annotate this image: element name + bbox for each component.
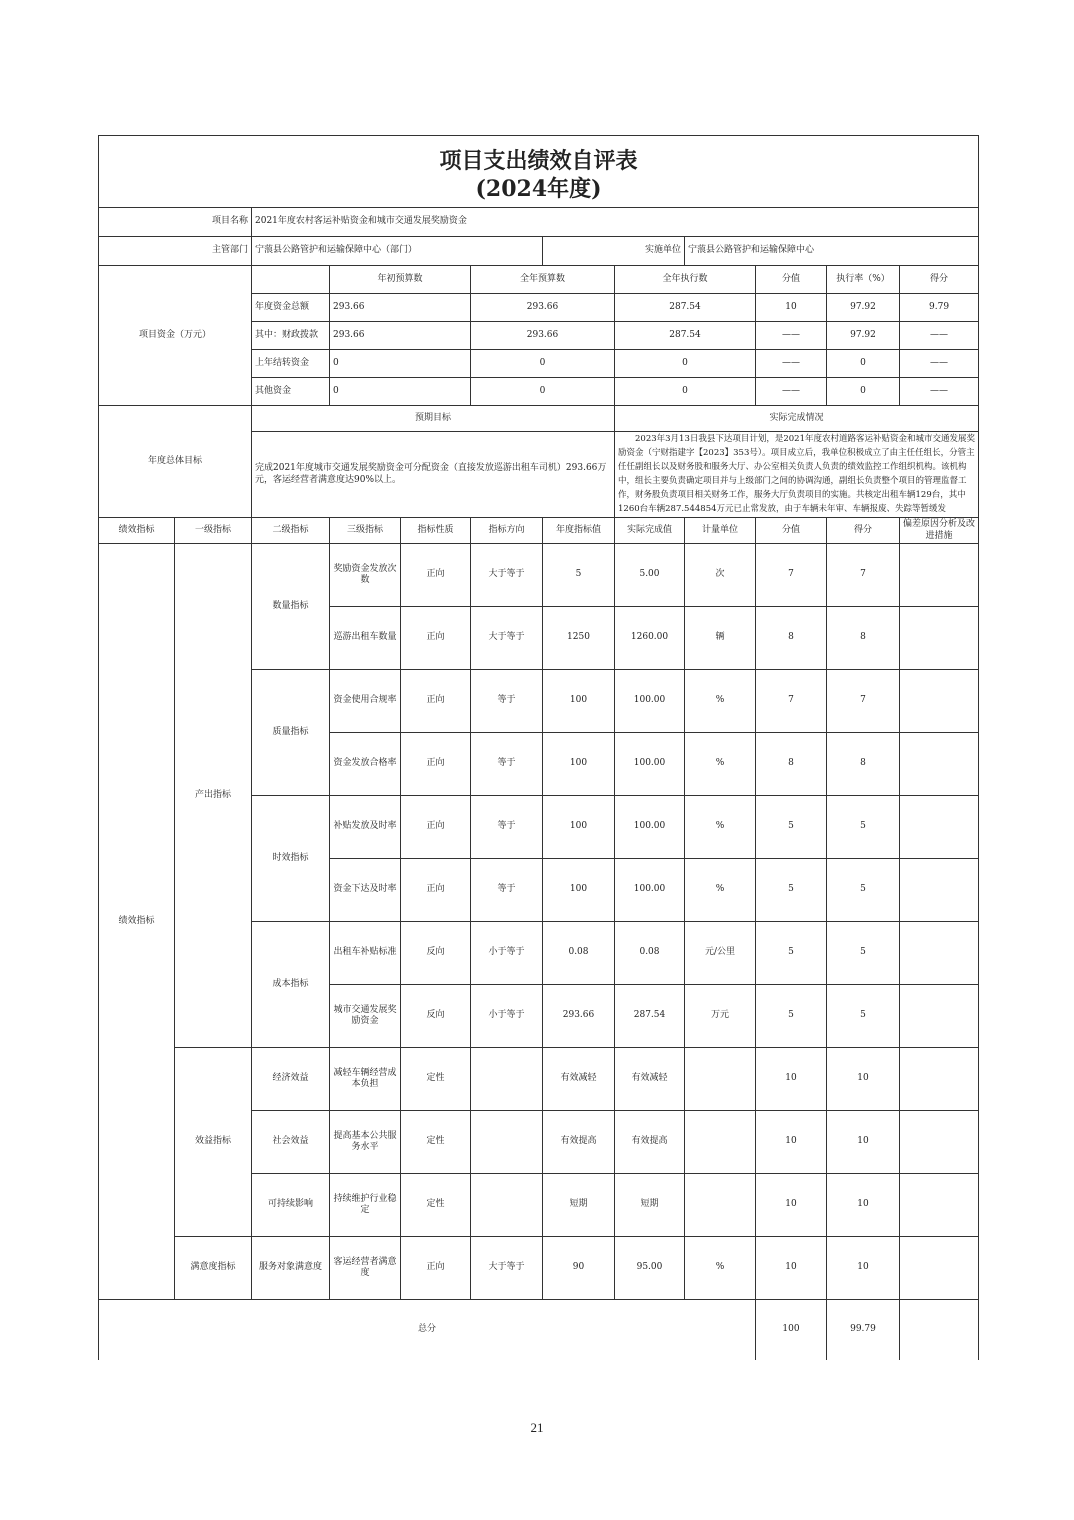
project-name-label: 项目名称 (99, 208, 252, 237)
level2-indicator: 质量指标 (252, 670, 330, 796)
funds-exec-rate: 97.92 (827, 294, 900, 322)
funds-initial-budget: 293.66 (330, 294, 471, 322)
deviation-analysis (900, 1111, 979, 1174)
annual-target: 100 (543, 796, 615, 859)
score-max: 7 (756, 670, 827, 733)
measure-unit: 辆 (685, 607, 756, 670)
goal-actual-cell (615, 432, 979, 518)
level3-indicator: 提高基本公共服务水平 (330, 1111, 401, 1174)
level2-indicator: 社会效益 (252, 1111, 330, 1174)
measure-unit (685, 1174, 756, 1237)
funds-annual-budget: 0 (471, 350, 615, 378)
actual-value: 287.54 (615, 985, 685, 1048)
ind-header: 偏差原因分析及改进措施 (900, 518, 979, 544)
score: 10 (827, 1048, 900, 1111)
funds-exec-rate: 0 (827, 378, 900, 406)
score: 8 (827, 733, 900, 796)
ind-header: 绩效指标 (99, 518, 175, 544)
performance-self-evaluation-table (98, 135, 978, 1360)
impl-value: 宁蒗县公路管护和运输保障中心 (685, 237, 979, 266)
level1-output: 产出指标 (175, 544, 252, 1048)
level2-indicator: 经济效益 (252, 1048, 330, 1111)
funds-row-label: 其中：财政拨款 (252, 322, 330, 350)
score-max: 5 (756, 985, 827, 1048)
score: 7 (827, 670, 900, 733)
deviation-analysis (900, 859, 979, 922)
score: 7 (827, 544, 900, 607)
actual-value: 95.00 (615, 1237, 685, 1300)
annual-target: 293.66 (543, 985, 615, 1048)
score: 5 (827, 859, 900, 922)
funds-initial-budget: 0 (330, 378, 471, 406)
total-deviation (900, 1300, 979, 1360)
score: 10 (827, 1111, 900, 1174)
funds-annual-budget: 293.66 (471, 322, 615, 350)
deviation-analysis (900, 1048, 979, 1111)
indicator-direction: 小于等于 (471, 922, 543, 985)
level3-indicator: 补贴发放及时率 (330, 796, 401, 859)
score-max: 10 (756, 1237, 827, 1300)
funds-executed: 0 (615, 350, 756, 378)
indicator-nature: 正向 (401, 544, 471, 607)
level3-indicator: 城市交通发展奖励资金 (330, 985, 401, 1048)
ind-header: 一级指标 (175, 518, 252, 544)
ind-header: 实际完成值 (615, 518, 685, 544)
actual-value: 100.00 (615, 796, 685, 859)
indicator-direction: 小于等于 (471, 985, 543, 1048)
goal-expected-text: 完成2021年度城市交通发展奖励资金可分配资金（直接发放巡游出租车司机）293.66万元，客运经营者满意度达90%以上。 (252, 432, 615, 518)
ind-header: 计量单位 (685, 518, 756, 544)
funds-annual-budget: 0 (471, 378, 615, 406)
annual-target: 短期 (543, 1174, 615, 1237)
annual-target: 有效提高 (543, 1111, 615, 1174)
indicator-nature: 正向 (401, 859, 471, 922)
indicator-header-row (99, 518, 979, 544)
funds-header: 年初预算数 (330, 266, 471, 294)
page-subtitle: (2024年度) (475, 175, 602, 202)
annual-target: 0.08 (543, 922, 615, 985)
indicator-direction: 等于 (471, 796, 543, 859)
indicator-row (99, 544, 979, 607)
page-title: 项目支出绩效自评表 (439, 147, 638, 174)
annual-target: 90 (543, 1237, 615, 1300)
score: 5 (827, 922, 900, 985)
funds-exec-rate: 0 (827, 350, 900, 378)
measure-unit: 次 (685, 544, 756, 607)
annual-target: 1250 (543, 607, 615, 670)
score-max: 10 (756, 1048, 827, 1111)
funds-score-max: —— (756, 322, 827, 350)
funds-executed: 287.54 (615, 294, 756, 322)
indicator-direction: 等于 (471, 733, 543, 796)
level2-indicator: 可持续影响 (252, 1174, 330, 1237)
deviation-analysis (900, 1174, 979, 1237)
score-max: 8 (756, 733, 827, 796)
funds-score: 9.79 (900, 294, 979, 322)
indicator-direction (471, 1111, 543, 1174)
ind-header: 三级指标 (330, 518, 401, 544)
annual-target: 5 (543, 544, 615, 607)
page-number: 21 (530, 1420, 544, 1435)
indicator-nature: 反向 (401, 985, 471, 1048)
deviation-analysis (900, 922, 979, 985)
funds-executed: 0 (615, 378, 756, 406)
deviation-analysis (900, 607, 979, 670)
ind-header: 分值 (756, 518, 827, 544)
level3-indicator: 持续维护行业稳定 (330, 1174, 401, 1237)
measure-unit: % (685, 670, 756, 733)
total-row (99, 1300, 979, 1360)
title-block (99, 136, 979, 208)
funds-score-max: 10 (756, 294, 827, 322)
score-max: 5 (756, 859, 827, 922)
measure-unit: % (685, 1237, 756, 1300)
indicator-nature: 定性 (401, 1111, 471, 1174)
funds-header: 全年执行数 (615, 266, 756, 294)
indicator-direction: 大于等于 (471, 607, 543, 670)
indicator-row (99, 1048, 979, 1111)
funds-score-max: —— (756, 378, 827, 406)
level3-indicator: 资金发放合格率 (330, 733, 401, 796)
funds-row-label: 其他资金 (252, 378, 330, 406)
actual-value: 5.00 (615, 544, 685, 607)
funds-initial-budget: 0 (330, 350, 471, 378)
level3-indicator: 资金下达及时率 (330, 859, 401, 922)
evaluation-table (98, 135, 979, 1360)
score-max: 5 (756, 922, 827, 985)
score-max: 10 (756, 1174, 827, 1237)
measure-unit (685, 1048, 756, 1111)
goal-expected-header: 预期目标 (252, 406, 615, 432)
indicator-nature: 正向 (401, 733, 471, 796)
annual-target: 100 (543, 733, 615, 796)
score: 10 (827, 1237, 900, 1300)
funds-header: 得分 (900, 266, 979, 294)
funds-score: —— (900, 322, 979, 350)
annual-target: 100 (543, 670, 615, 733)
level2-indicator: 服务对象满意度 (252, 1237, 330, 1300)
indicator-direction: 大于等于 (471, 544, 543, 607)
indicator-direction (471, 1048, 543, 1111)
level3-indicator: 资金使用合规率 (330, 670, 401, 733)
score-max: 10 (756, 1111, 827, 1174)
funds-header: 全年预算数 (471, 266, 615, 294)
level3-indicator: 奖励资金发放次数 (330, 544, 401, 607)
annual-target: 有效减轻 (543, 1048, 615, 1111)
funds-score-max: —— (756, 350, 827, 378)
deviation-analysis (900, 733, 979, 796)
ind-header: 得分 (827, 518, 900, 544)
indicator-nature: 反向 (401, 922, 471, 985)
measure-unit: % (685, 859, 756, 922)
funds-score: —— (900, 350, 979, 378)
funds-header: 执行率（%） (827, 266, 900, 294)
actual-value: 短期 (615, 1174, 685, 1237)
score: 8 (827, 607, 900, 670)
deviation-analysis (900, 670, 979, 733)
indicator-nature: 正向 (401, 607, 471, 670)
total-label: 总分 (99, 1300, 756, 1360)
score-max: 8 (756, 607, 827, 670)
measure-unit: 万元 (685, 985, 756, 1048)
dept-value: 宁蒗县公路管护和运输保障中心（部门） (252, 237, 543, 266)
annual-target: 100 (543, 859, 615, 922)
deviation-analysis (900, 544, 979, 607)
level3-indicator: 减轻车辆经营成本负担 (330, 1048, 401, 1111)
actual-value: 100.00 (615, 670, 685, 733)
ind-header: 二级指标 (252, 518, 330, 544)
actual-value: 100.00 (615, 733, 685, 796)
actual-value: 有效减轻 (615, 1048, 685, 1111)
funds-executed: 287.54 (615, 322, 756, 350)
actual-value: 0.08 (615, 922, 685, 985)
indicator-nature: 正向 (401, 1237, 471, 1300)
funds-annual-budget: 293.66 (471, 294, 615, 322)
project-name: 2021年度农村客运补贴资金和城市交通发展奖励资金 (252, 208, 979, 237)
measure-unit: 元/公里 (685, 922, 756, 985)
score: 5 (827, 985, 900, 1048)
indicator-nature: 正向 (401, 796, 471, 859)
funds-row-label: 上年结转资金 (252, 350, 330, 378)
score-max: 5 (756, 796, 827, 859)
measure-unit: % (685, 733, 756, 796)
goal-actual-text: 2023年3月13日我县下达项目计划，是2021年度农村道路客运补贴资金和城市交通发展奖励资金（宁财指建字【2023】353号）。项目成立后，我单位积极成立了由主任任组长，分管主任任副组长以及财务股和服务大厅、办公室相关负责人负责的绩效监控工作组织机构。该机构中，组长主要负责确定项目并与上级部门之间的协调沟通，副组长负责整个项目的管理监督工作，财务股负责项目相关财务工作，服务大厅负责项目的实施。共核定出租车辆129台，其中1260台车辆287.544854万元已止常发放，由于车辆未年审、车辆报废、失踪等暂缓发 (618, 434, 975, 514)
funds-row-label: 年度资金总额 (252, 294, 330, 322)
total-score-max: 100 (756, 1300, 827, 1360)
level3-indicator: 巡游出租车数量 (330, 607, 401, 670)
deviation-analysis (900, 985, 979, 1048)
dept-label: 主管部门 (99, 237, 252, 266)
measure-unit: % (685, 796, 756, 859)
score: 5 (827, 796, 900, 859)
level2-indicator: 数量指标 (252, 544, 330, 670)
funds-label: 项目资金（万元） (99, 266, 252, 406)
ind-header: 年度指标值 (543, 518, 615, 544)
level2-indicator: 时效指标 (252, 796, 330, 922)
goal-label: 年度总体目标 (99, 406, 252, 518)
indicator-nature: 正向 (401, 670, 471, 733)
impl-label: 实施单位 (543, 237, 685, 266)
funds-initial-budget: 293.66 (330, 322, 471, 350)
funds-header: 分值 (756, 266, 827, 294)
deviation-analysis (900, 1237, 979, 1300)
score-max: 7 (756, 544, 827, 607)
level2-indicator: 成本指标 (252, 922, 330, 1048)
level1-benefit: 效益指标 (175, 1048, 252, 1237)
indicator-direction: 等于 (471, 859, 543, 922)
indicator-direction: 大于等于 (471, 1237, 543, 1300)
indicator-nature: 定性 (401, 1048, 471, 1111)
level3-indicator: 客运经营者满意度 (330, 1237, 401, 1300)
indicator-row (99, 1237, 979, 1300)
indicator-direction (471, 1174, 543, 1237)
indicator-direction: 等于 (471, 670, 543, 733)
total-score: 99.79 (827, 1300, 900, 1360)
actual-value: 有效提高 (615, 1111, 685, 1174)
funds-header-blank (252, 266, 330, 294)
deviation-analysis (900, 796, 979, 859)
actual-value: 100.00 (615, 859, 685, 922)
level3-indicator: 出租车补贴标准 (330, 922, 401, 985)
level1-satisfaction: 满意度指标 (175, 1237, 252, 1300)
indicator-nature: 定性 (401, 1174, 471, 1237)
ind-header: 指标方向 (471, 518, 543, 544)
funds-score: —— (900, 378, 979, 406)
score: 10 (827, 1174, 900, 1237)
indicator-category: 绩效指标 (99, 544, 175, 1300)
goal-actual-header: 实际完成情况 (615, 406, 979, 432)
actual-value: 1260.00 (615, 607, 685, 670)
measure-unit (685, 1111, 756, 1174)
funds-exec-rate: 97.92 (827, 322, 900, 350)
ind-header: 指标性质 (401, 518, 471, 544)
